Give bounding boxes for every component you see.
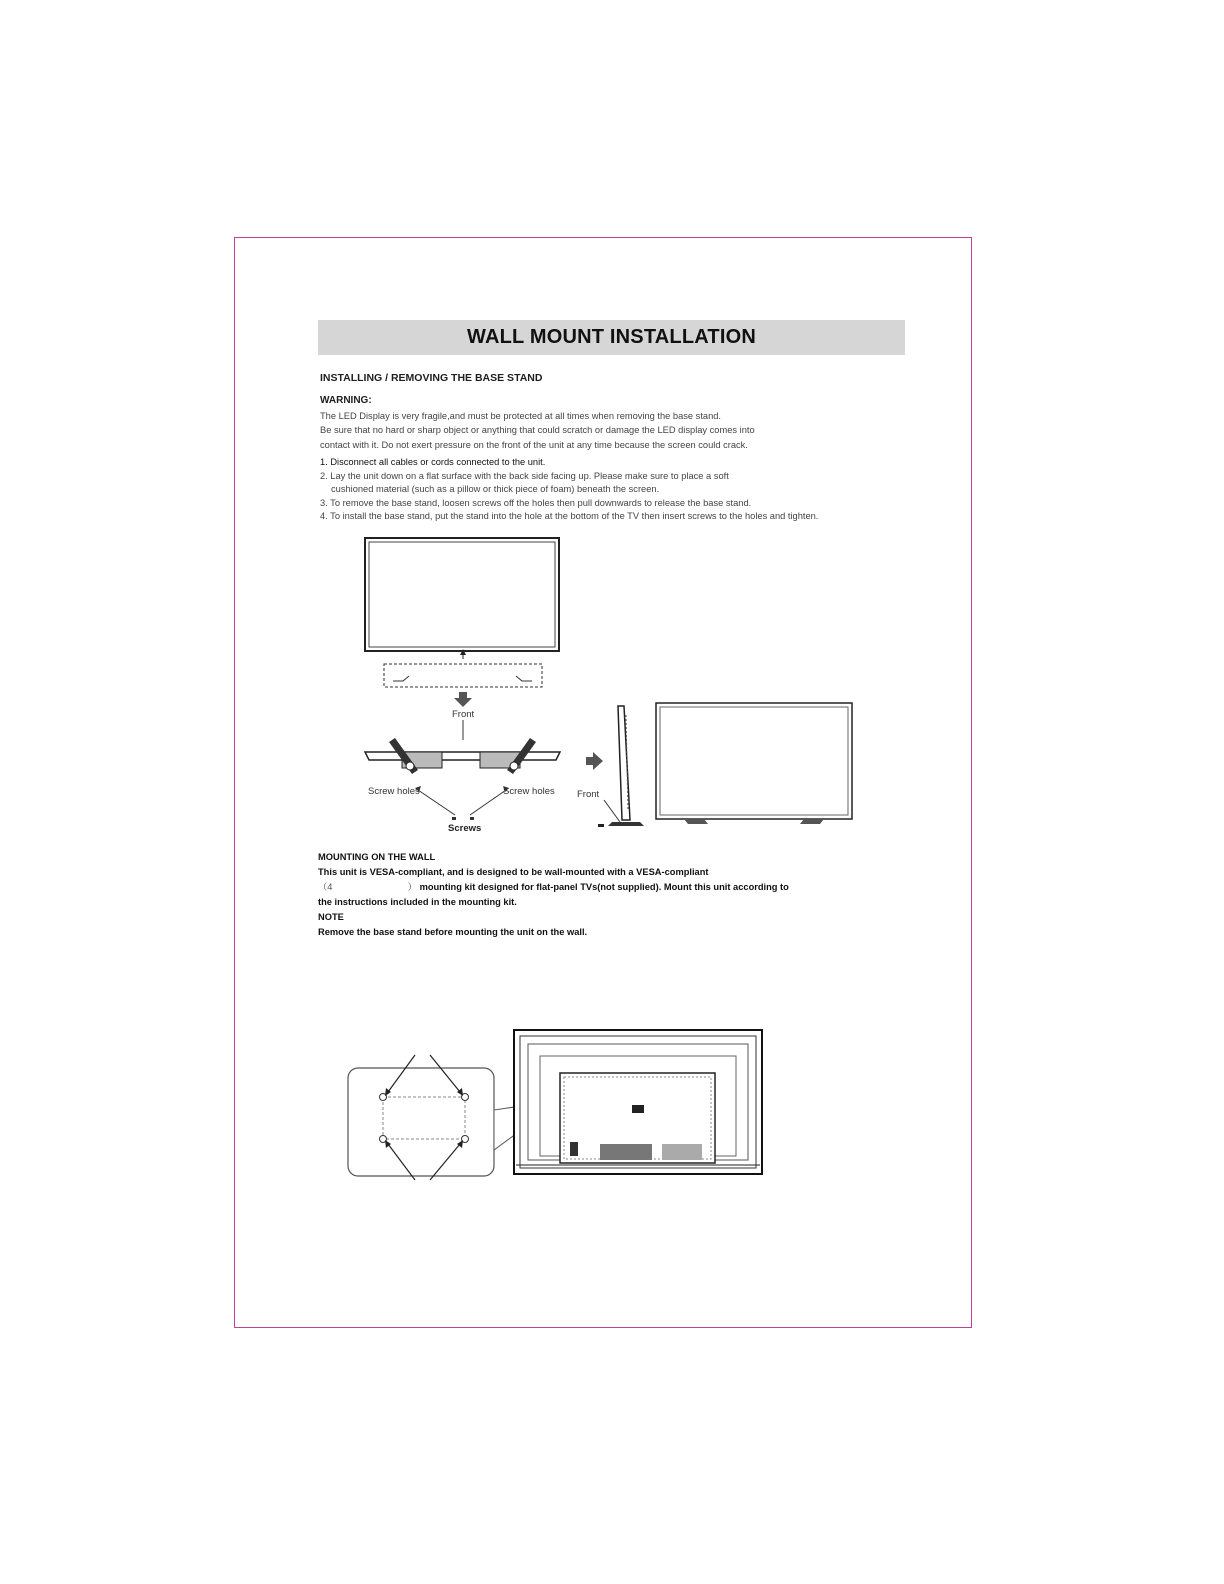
tv-side-view-illustration xyxy=(598,706,644,827)
note-text: Remove the base stand before mounting the unit on the wall. xyxy=(318,927,588,937)
step-item: 4. To install the base stand, put the stand into the hole at the bottom of the TV then insert screws to the holes and tighten. xyxy=(320,511,819,521)
page-title: WALL MOUNT INSTALLATION xyxy=(466,326,756,348)
front-side-label: Front xyxy=(577,789,600,800)
screws-label: Screws xyxy=(448,823,482,834)
warning-label: WARNING: xyxy=(320,395,372,406)
mounting-line: This unit is VESA-compliant, and is designed to be wall-mounted with a VESA-compliant xyxy=(318,867,709,877)
bracket-open: （4 xyxy=(318,882,333,892)
down-arrow-icon xyxy=(454,692,472,707)
note-label: NOTE xyxy=(318,912,344,922)
step-item: cushioned material (such as a pillow or thick piece of foam) beneath the screen. xyxy=(331,484,660,494)
warning-line: The LED Display is very fragile,and must be protected at all times when removing the base stand. xyxy=(320,410,721,421)
mounting-line: the instructions included in the mounting kit. xyxy=(318,897,517,907)
screw-holes-label: Screw holes xyxy=(503,786,555,797)
tv-standing-illustration xyxy=(656,703,852,824)
front-label: Front xyxy=(452,709,475,720)
stand-dashed-box xyxy=(384,664,542,687)
mounting-section xyxy=(318,850,789,940)
tv-back-illustration xyxy=(514,1030,762,1174)
step-item: 1. Disconnect all cables or cords connected to the unit. xyxy=(320,457,546,467)
mounting-line: mounting kit designed for flat-panel TVs(not supplied). Mount this unit according to xyxy=(419,882,789,892)
tv-face-down-illustration xyxy=(365,720,560,820)
step-item: 3. To remove the base stand, loosen screws off the holes then pull downwards to release the base stand. xyxy=(320,497,752,508)
bracket-close: ） xyxy=(407,882,417,892)
screw-holes-label: Screw holes xyxy=(368,786,420,797)
mounting-heading: MOUNTING ON THE WALL xyxy=(318,852,436,862)
warning-line: Be sure that no hard or sharp object or anything that could scratch or damage the LED display comes into xyxy=(320,425,755,435)
right-arrow-icon xyxy=(586,752,603,770)
install-heading: INSTALLING / REMOVING THE BASE STAND xyxy=(320,372,543,384)
warning-line: contact with it. Do not exert pressure on the front of the unit at any time because the screen could crack. xyxy=(320,439,748,450)
mounting-line-2 xyxy=(318,880,789,895)
step-item: 2. Lay the unit down on a flat surface with the back side facing up. Please make sure to place a soft xyxy=(320,470,729,481)
tv-front-illustration xyxy=(365,538,559,659)
